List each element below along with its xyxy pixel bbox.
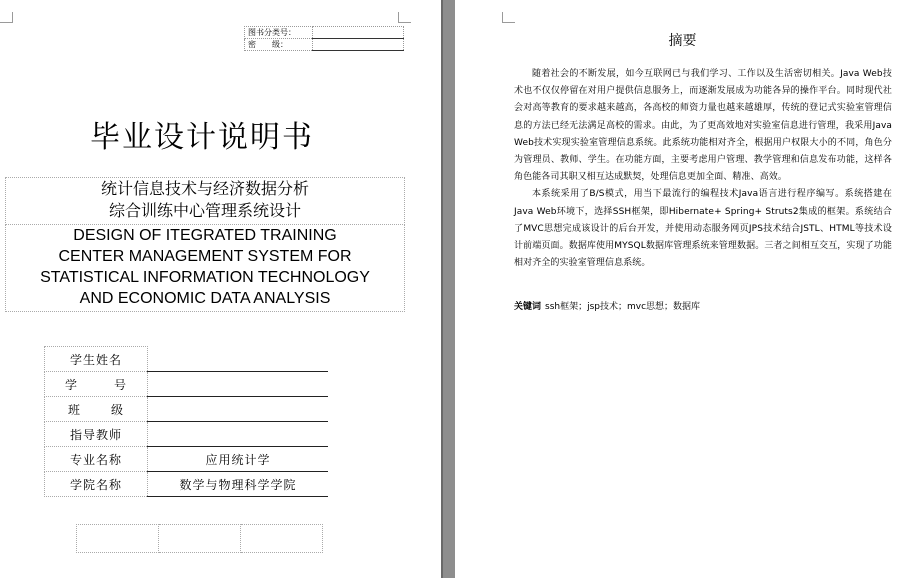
class-label	[45, 397, 148, 422]
security-level-value	[313, 39, 404, 51]
keywords-text: ssh框架；jsp技术；mvc思想；数据库	[545, 302, 701, 312]
chinese-title-box	[5, 177, 405, 225]
page-gutter	[441, 0, 455, 578]
document-title: 毕业设计说明书	[90, 120, 314, 155]
student-info-table	[44, 346, 328, 497]
footer-table	[76, 524, 323, 553]
chinese-title-line-1: 统计信息技术与经济数据分析	[100, 179, 309, 198]
student-name-field[interactable]	[148, 347, 329, 372]
abstract-page	[455, 0, 910, 578]
footer-cell	[241, 525, 323, 553]
abstract-title: 摘要	[668, 33, 697, 49]
footer-cell	[77, 525, 159, 553]
classification-table	[244, 26, 404, 51]
student-id-char-1: 学	[65, 377, 79, 392]
advisor-label: 指导教师	[45, 422, 148, 447]
chinese-title-line-2: 综合训练中心管理系统设计	[108, 201, 301, 220]
info-row-student-name	[45, 347, 329, 372]
english-title-line: DESIGN OF ITEGRATED TRAINING	[73, 227, 337, 244]
cover-page	[0, 0, 441, 578]
classification-value	[313, 27, 404, 39]
abstract-paragraph-1: 随着社会的不断发展，如今互联网已与我们学习、工作以及生活密切相关。Java Web技术也不仅仅停留在对用户提供信息服务上，而逐渐发展成为功能各异的操作平台。同时现代社会对高等教育的要求越来越高，各高校的师资力量也越来越雄厚，传统的登记式实验室管理信息的方法已经无法满足高校的需求。由此，为了更高效地对实验室信息进行管理，我采用Java Web技术实现实验室管理信息系统。此系统功能相对齐全，根据用户权限大小的不同，角色分为管理员、教师、学生。在功能方面，主要考虑用户管理、教学管理和信息发布功能，这样各角色能各司其职又相互达成默契，处理信息更加全面、精准、高效。	[514, 69, 892, 183]
info-row-class	[45, 397, 329, 422]
abstract-paragraph-2: 本系统采用了B/S模式，用当下最流行的编程技术Java语言进行程序编写。系统搭建在Java Web环境下，选择SSH框架，即Hibernate+ Spring+ Struts2集成的框架。系统结合了MVC思想完成该设计的后台开发，并使用动态服务网页JPS技术结合JSTL、HTML等技术设计前端页面。数据库使用MYSQL数据库管理系统来管理数据。三者之间相互交互，实现了功能相对齐全的实验室管理信息系统。	[514, 189, 892, 269]
english-title-line: AND ECONOMIC DATA ANALYSIS	[79, 290, 331, 307]
margin-corner-mark	[502, 12, 515, 23]
student-id-label	[45, 372, 148, 397]
class-field[interactable]	[148, 397, 329, 422]
advisor-field[interactable]	[148, 422, 329, 447]
class-char-1: 班	[68, 402, 82, 417]
footer-cell	[159, 525, 241, 553]
abstract-body	[514, 66, 892, 272]
margin-corner-mark	[0, 12, 13, 23]
margin-corner-mark	[398, 12, 411, 23]
english-title-line: CENTER MANAGEMENT SYSTEM FOR	[58, 248, 352, 265]
major-field[interactable]: 应用统计学	[148, 447, 329, 472]
college-label: 学院名称	[45, 472, 148, 497]
major-label: 专业名称	[45, 447, 148, 472]
info-row-major	[45, 447, 329, 472]
security-level-label: 密 级：	[245, 39, 313, 51]
english-title-box	[5, 224, 405, 312]
keywords-label: 关键词	[514, 302, 542, 312]
student-id-field[interactable]	[148, 372, 329, 397]
info-row-college	[45, 472, 329, 497]
student-id-char-2: 号	[113, 377, 127, 392]
page-gutter-edge	[441, 0, 443, 578]
classification-label: 图书分类号：	[245, 27, 313, 39]
college-field[interactable]: 数学与物理科学学院	[148, 472, 329, 497]
info-row-advisor	[45, 422, 329, 447]
info-row-student-id	[45, 372, 329, 397]
student-name-label: 学生姓名	[45, 347, 148, 372]
english-title-line: STATISTICAL INFORMATION TECHNOLOGY	[40, 269, 370, 286]
keywords-line	[514, 299, 700, 312]
class-char-2: 级	[110, 402, 124, 417]
